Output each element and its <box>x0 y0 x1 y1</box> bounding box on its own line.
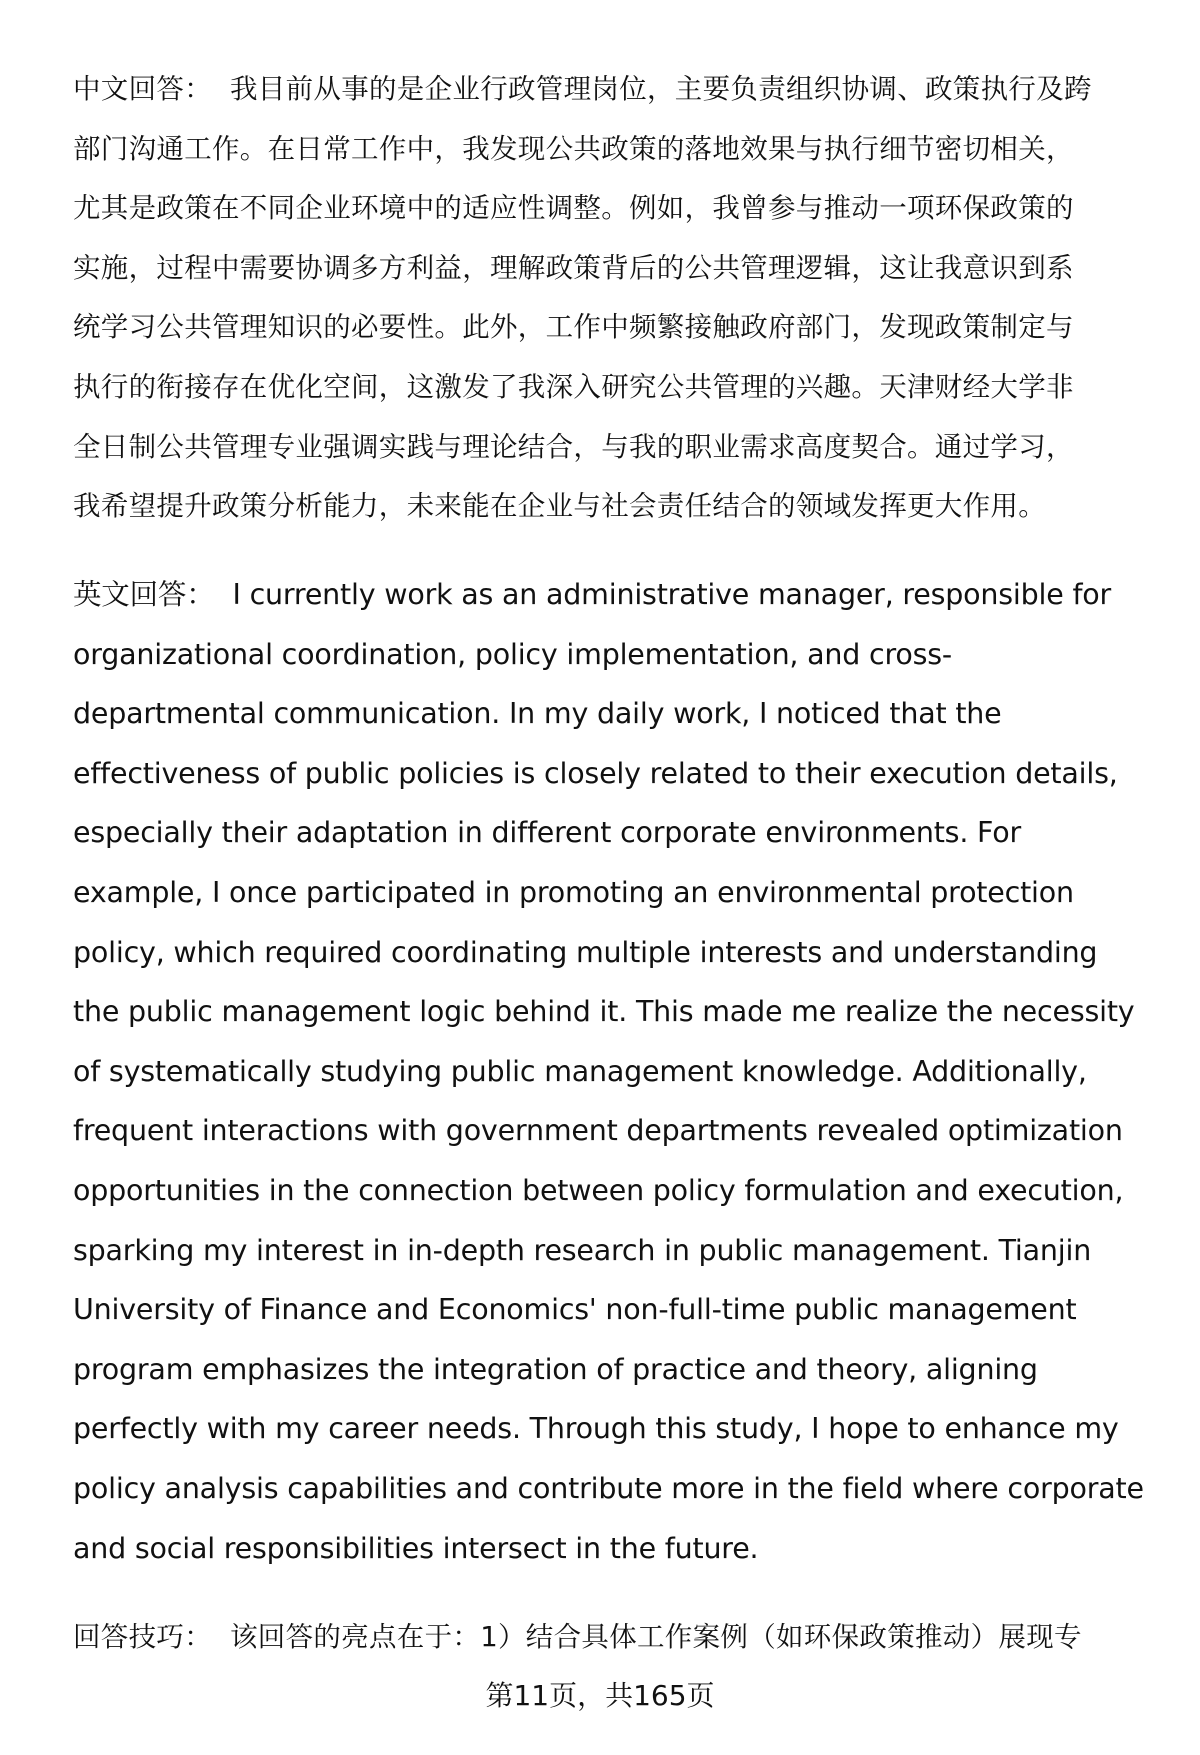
section-label: 回答技巧： <box>73 1621 212 1653</box>
line-text: 我希望提升政策分析能力，未来能在企业与社会责任结合的领域发挥更大作用。 <box>73 490 1046 523</box>
line-text: sparking my interest in in-depth research in public management. Tianjin <box>73 1233 1092 1267</box>
line-text: opportunities in the connection between policy formulation and execution, <box>73 1173 1124 1207</box>
line-text: frequent interactions with government departments revealed optimization <box>73 1114 1123 1148</box>
line-text: and social responsibilities intersect in the future. <box>73 1531 759 1565</box>
line-text: departmental communication. In my daily work, I noticed that the <box>73 697 1002 731</box>
text-line <box>73 1161 1158 1221</box>
text-line <box>73 60 1158 120</box>
line-text: 统学习公共管理知识的必要性。此外，工作中频繁接触政府部门，发现政策制定与 <box>73 311 1074 344</box>
text-line <box>73 1608 1158 1668</box>
text-line <box>73 1519 1158 1579</box>
line-text: especially their adaptation in different corporate environments. For <box>73 816 1021 850</box>
line-text: example, I once participated in promoting an environmental protection <box>73 875 1074 909</box>
text-line <box>73 1221 1158 1281</box>
line-text: University of Finance and Economics' non-full-time public management <box>73 1293 1077 1327</box>
line-text: 尤其是政策在不同企业环境中的适应性调整。例如，我曾参与推动一项环保政策的 <box>73 192 1074 225</box>
text-line <box>73 982 1158 1042</box>
text-line <box>73 358 1158 418</box>
text-line <box>73 477 1158 537</box>
line-text: 执行的衔接存在优化空间，这激发了我深入研究公共管理的兴趣。天津财经大学非 <box>73 370 1074 403</box>
text-line <box>73 1459 1158 1519</box>
line-text: 我目前从事的是企业行政管理岗位，主要负责组织协调、政策执行及跨 <box>230 73 1092 105</box>
chinese-answer <box>73 60 1158 537</box>
text-line <box>73 120 1158 180</box>
english-answer <box>73 565 1158 1578</box>
section-label: 英文回答： <box>73 578 215 611</box>
text-line <box>73 625 1158 685</box>
line-text: 实施，过程中需要协调多方利益，理解政策背后的公共管理逻辑，这让我意识到系 <box>73 251 1074 284</box>
text-line <box>73 239 1158 299</box>
line-text: policy, which required coordinating multiple interests and understanding <box>73 935 1098 969</box>
line-text: perfectly with my career needs. Through this study, I hope to enhance my <box>73 1412 1119 1446</box>
text-line <box>73 1101 1158 1161</box>
text-line <box>73 298 1158 358</box>
text-line <box>73 923 1158 983</box>
text-line <box>73 418 1158 478</box>
page-number: 第11页，共165页 <box>485 1679 715 1712</box>
text-line <box>73 684 1158 744</box>
answer-tips <box>73 1608 1158 1668</box>
text-line <box>73 1042 1158 1102</box>
line-text: effectiveness of public policies is closely related to their execution details, <box>73 756 1118 790</box>
text-line <box>73 803 1158 863</box>
line-text: the public management logic behind it. This made me realize the necessity <box>73 995 1135 1029</box>
line-text: organizational coordination, policy implementation, and cross- <box>73 637 953 671</box>
line-text: policy analysis capabilities and contribute more in the field where corporate <box>73 1471 1144 1505</box>
line-text: 该回答的亮点在于：1）结合具体工作案例（如环保政策推动）展现专 <box>230 1621 1082 1653</box>
section-label: 中文回答： <box>73 73 212 105</box>
line-text: I currently work as an administrative manager, responsible for <box>232 578 1112 611</box>
line-text: 部门沟通工作。在日常工作中，我发现公共政策的落地效果与执行细节密切相关， <box>73 132 1074 165</box>
text-line <box>73 179 1158 239</box>
text-line <box>73 1399 1158 1459</box>
text-line <box>73 565 1158 625</box>
line-text: program emphasizes the integration of practice and theory, aligning <box>73 1352 1038 1386</box>
line-text: 全日制公共管理专业强调实践与理论结合，与我的职业需求高度契合。通过学习， <box>73 430 1074 463</box>
text-line <box>73 1280 1158 1340</box>
line-text: of systematically studying public management knowledge. Additionally, <box>73 1054 1087 1088</box>
text-line <box>73 1340 1158 1400</box>
text-line <box>73 863 1158 923</box>
text-line <box>73 744 1158 804</box>
